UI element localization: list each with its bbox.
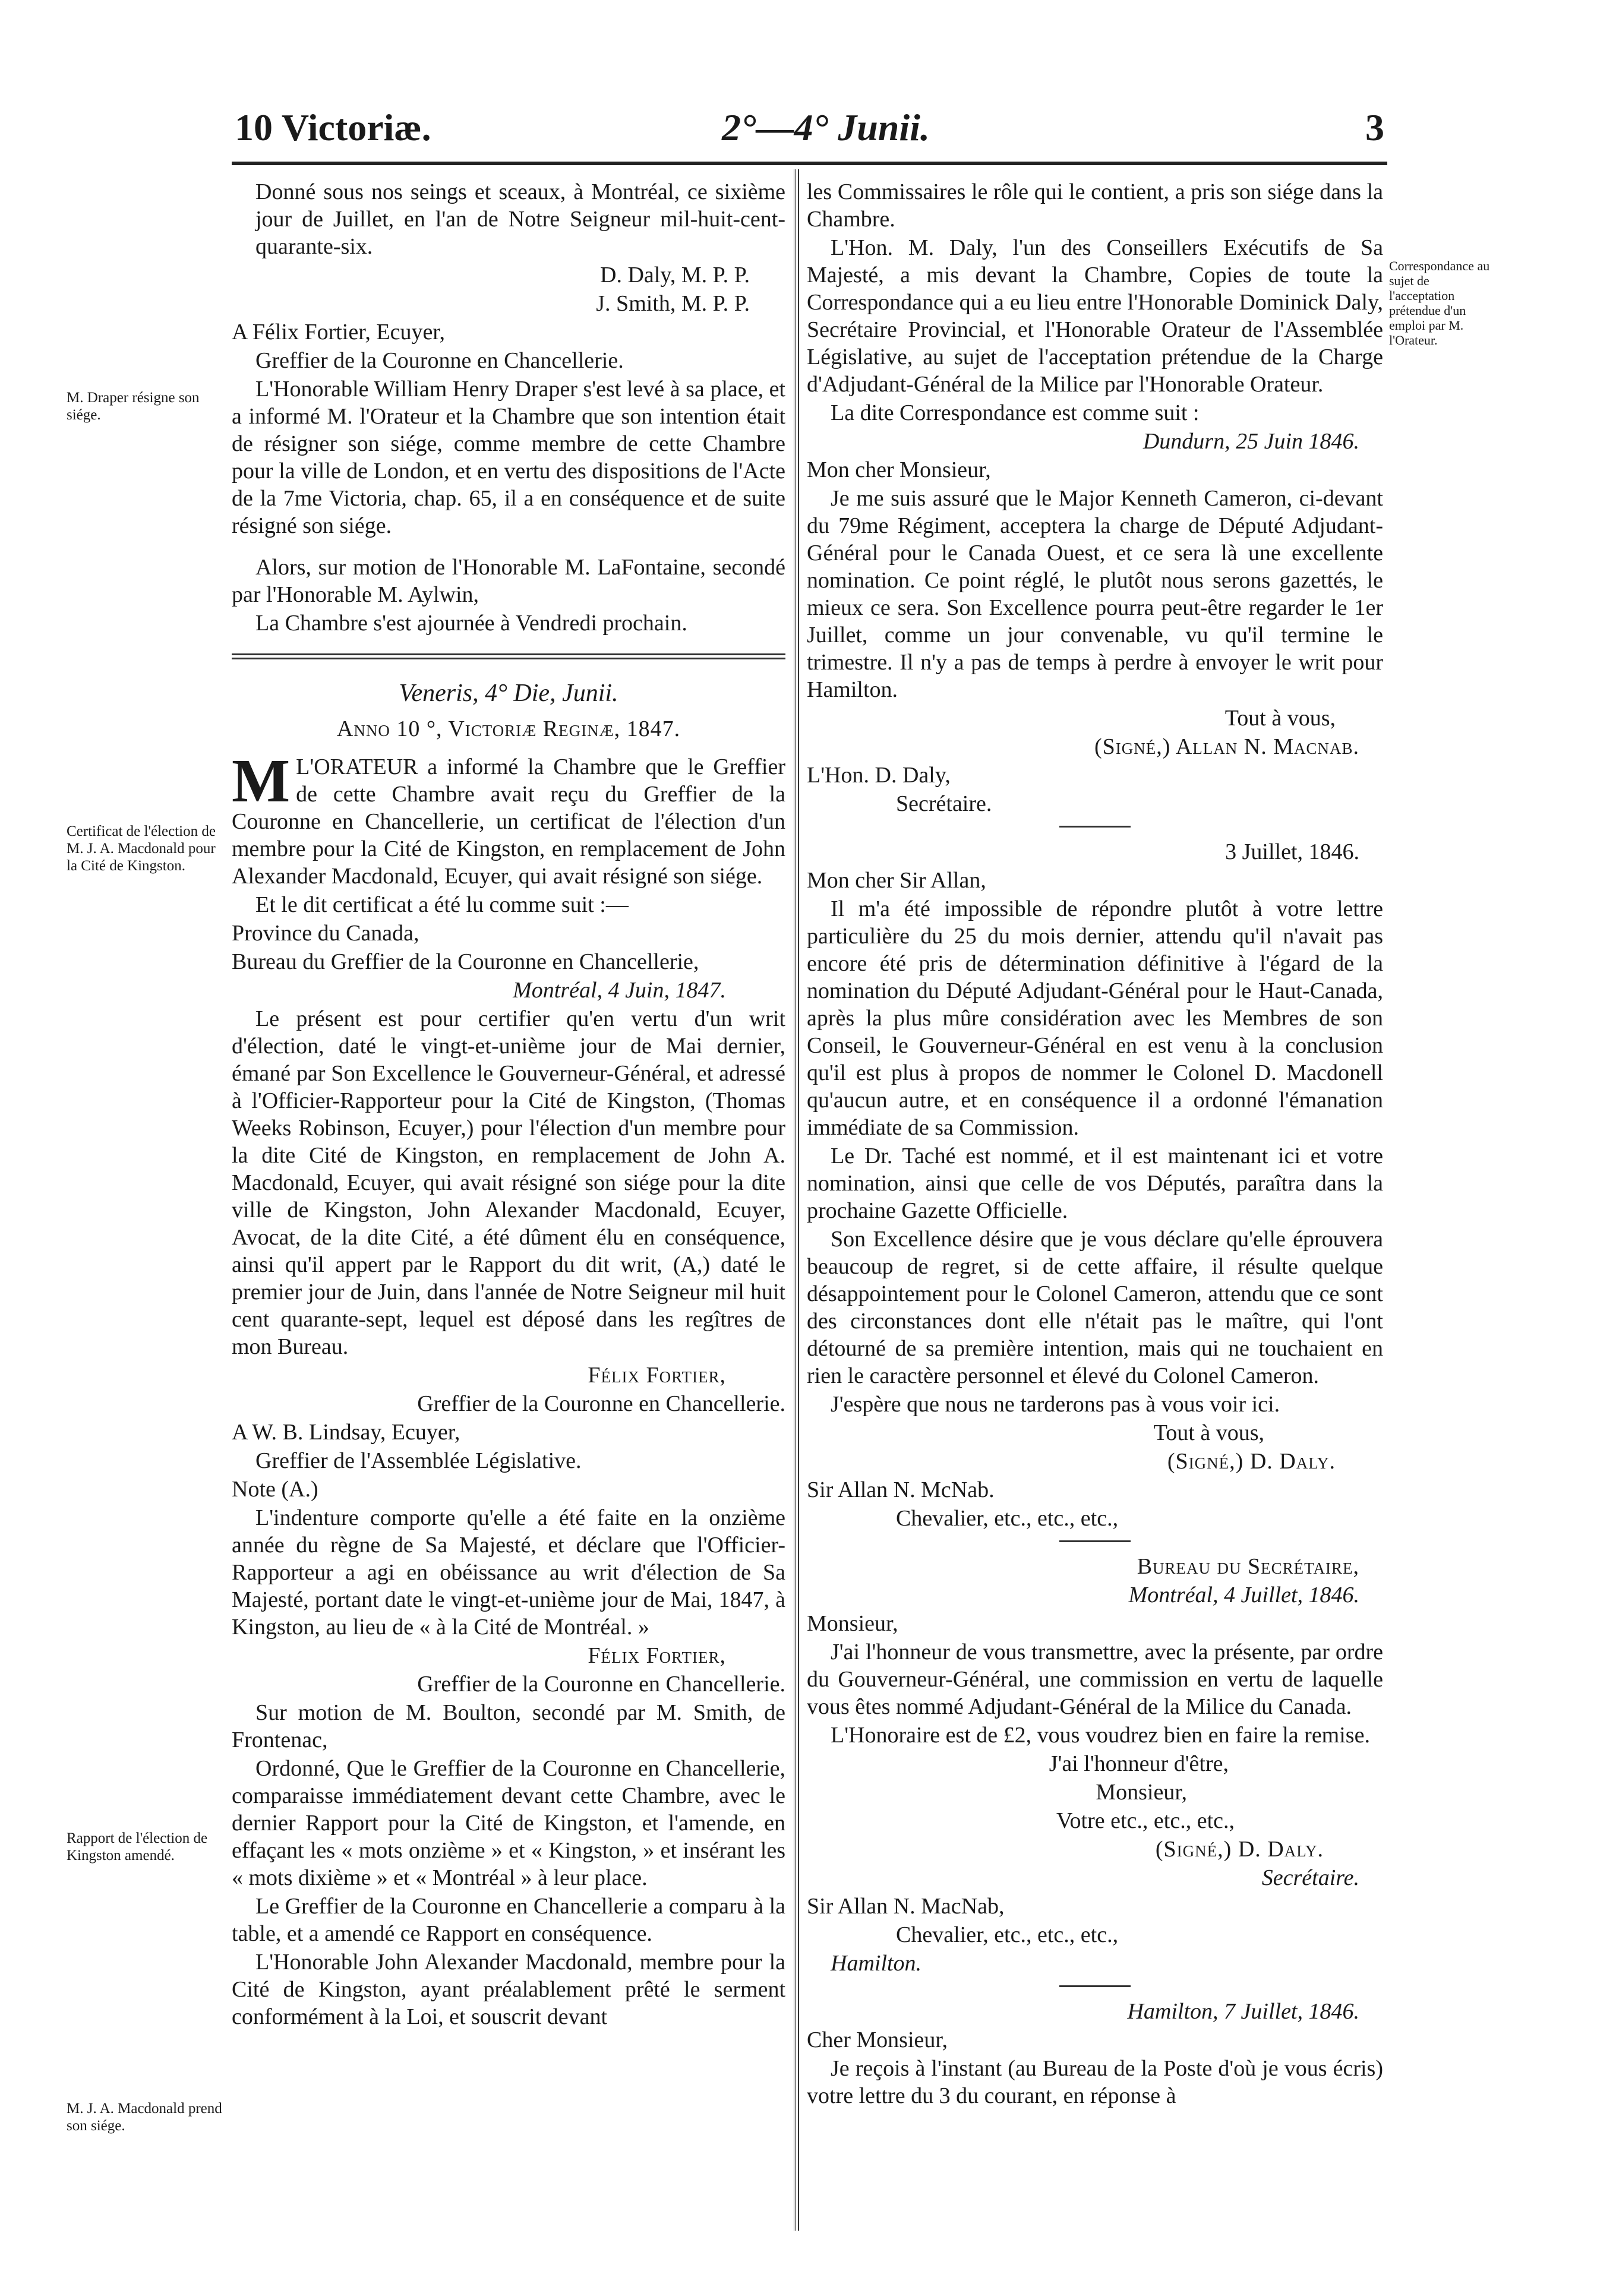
header-center: 2°—4° Junii.	[722, 106, 930, 149]
certificate-date: Montréal, 4 Juin, 1847.	[513, 978, 726, 1003]
letter3-date: Montréal, 4 Juillet, 1846.	[1128, 1583, 1359, 1607]
letter3-body-2: L'Honoraire est de £2, vous voudrez bien en faire la remise.	[831, 1723, 1370, 1748]
letter1-addressee: L'Hon. D. Daly,	[807, 763, 951, 788]
certificate-read: Et le dit certificat a été lu comme suit :—	[255, 892, 629, 917]
letter3-signature: (Signé,) D. Daly.	[1155, 1837, 1324, 1862]
adjournment: La Chambre s'est ajournée à Vendredi prochain.	[255, 611, 687, 636]
motion-boulton: Sur motion de M. Boulton, secondé par M. Smith, de Frontenac,	[232, 1700, 785, 1752]
column-divider	[794, 169, 799, 2231]
letter2-date: 3 Juillet, 1846.	[1225, 839, 1359, 864]
daly-correspondence: L'Hon. M. Daly, l'un des Conseillers Exécutifs de Sa Majesté, a mis devant la Chambre, Copies de toute la Correspondance qui a eu lieu entre l'Honorable Dominick Daly, Secrétaire Provincial, et l'Honorable Orateur de l'Assemblée Législative, au sujet de l'acceptation prétendue de la Charge d'Adjudant-Général de la Milice par l'Honorable Orateur.	[807, 235, 1383, 397]
letter-separator-3	[1059, 1985, 1131, 1987]
letter2-salutation: Mon cher Sir Allan,	[807, 868, 986, 893]
letter1-salutation: Mon cher Monsieur,	[807, 457, 991, 482]
correspondence-intro: La dite Correspondance est comme suit :	[831, 400, 1200, 425]
ordonne-paragraph: Ordonné, Que le Greffier de la Couronne en Chancellerie, comparaisse immédiatement devant cette Chambre, avec le dernier Rapport pour la Cité de Kingston, et l'amende, en effaçant les « mots onzième » et « Kingston, » et insérant les « mots dixième » et « Montréal » à leur place.	[232, 1756, 785, 1890]
letter3-bureau: Bureau du Secrétaire,	[1137, 1554, 1359, 1579]
signature-fortier-title-1: Greffier de la Couronne en Chancellerie.	[417, 1391, 785, 1416]
margin-note-draper: M. Draper résigne son siége.	[67, 390, 200, 423]
letter3-salutation: Monsieur,	[807, 1611, 898, 1636]
margin-note-correspondance: Correspondance au sujet de l'acceptation prétendue d'un emploi par M. l'Orateur.	[1389, 258, 1490, 348]
letter3-closing-2: Monsieur,	[1096, 1780, 1187, 1805]
page-number: 3	[1365, 106, 1384, 149]
margin-note-macdonald: M. J. A. Macdonald prend son siége.	[67, 2101, 222, 2134]
letter1-closing: Tout à vous,	[1224, 706, 1336, 731]
header-rule	[232, 162, 1387, 165]
letter2-body-4: J'espère que nous ne tarderons pas à vous voir ici.	[831, 1392, 1280, 1417]
letter1-signature: (Signé,) Allan N. Macnab.	[1094, 734, 1359, 759]
macdonald-oath: L'Honorable John Alexander Macdonald, membre pour la Cité de Kingston, ayant préalablement prêté le serment conformément à la Loi, et souscrit devant	[232, 1950, 785, 2029]
letter-separator-2	[1059, 1540, 1131, 1542]
signature-daly: D. Daly, M. P. P.	[600, 263, 750, 288]
addressee-title: Greffier de la Couronne en Chancellerie.	[255, 348, 624, 373]
commissioners-continued: les Commissaires le rôle qui le contient, a pris son siége dans la Chambre.	[807, 179, 1383, 232]
letter2-body-1: Il m'a été impossible de répondre plutôt à votre lettre particulière du 25 du mois dernier, attendu qu'il n'avait pas encore été pris de détermination définitive à l'égard de la nomination du Député Adjudant-Général pour le Haut-Canada, après la plus mûre considération avec les Membres de son Conseil, le Gouverneur-Général en est venu à la conclusion qu'il est plus à propos de nommer le Colonel D. Macdonell qu'aucun autre, et en conséquence il a ordonné l'émanation immédiate de sa Commission.	[807, 896, 1383, 1140]
header-left: 10 Victoriæ.	[235, 106, 431, 149]
letter2-body-2: Le Dr. Taché est nommé, et il est maintenant ici et votre nomination, ainsi que celle de vos Députés, paraîtra dans la prochaine Gazette Officielle.	[807, 1144, 1383, 1223]
given-under-seals: Donné sous nos seings et sceaux, à Montréal, ce sixième jour de Juillet, en l'an de Notre Seigneur mil-huit-cent-quarante-six.	[255, 179, 785, 259]
letter4-salutation: Cher Monsieur,	[807, 2027, 948, 2052]
greffier-amended: Le Greffier de la Couronne en Chancellerie a comparu à la table, et a amendé ce Rapport en conséquence.	[232, 1894, 785, 1946]
letter3-body-1: J'ai l'honneur de vous transmettre, avec la présente, par ordre du Gouverneur-Général, une commission en vertu de laquelle vous êtes nommé Adjudant-Général de la Milice du Canada.	[807, 1640, 1383, 1719]
letter-separator-1	[1059, 826, 1131, 828]
signature-smith: J. Smith, M. P. P.	[596, 291, 750, 316]
letter4-body: Je reçois à l'instant (au Bureau de la Poste d'où je vous écris) votre lettre du 3 du courant, en réponse à	[807, 2056, 1383, 2108]
right-column	[807, 178, 1383, 2111]
letter1-date: Dundurn, 25 Juin 1846.	[1142, 429, 1359, 454]
addressee-fortier: A Félix Fortier, Ecuyer,	[232, 320, 445, 345]
day-heading: Veneris, 4° Die, Junii.	[399, 680, 618, 707]
letter1-body: Je me suis assuré que le Major Kenneth Cameron, ci-devant du 79me Régiment, accepterа la charge de Député Adjudant-Général pour le Canada Ouest, et ce sera là une excellente nomination. Ce point réglé, le plutôt nous serons gazettés, le mieux ce sera. Son Excellence pourra peut-être regarder le 1er Juillet, comme un jour convenable, vu qu'il termine le trimestre. Il n'y a pas de temps à perdre à envoyer le writ pour Hamilton.	[807, 486, 1383, 702]
margin-note-certificat: Certificat de l'élection de M. J. A. Macdonald pour la Cité de Kingston.	[67, 823, 216, 874]
signature-fortier-1: Félix Fortier,	[588, 1363, 726, 1388]
indenture-paragraph: L'indenture comporte qu'elle a été faite en la onzième année du règne de Sa Majesté, et déclare que l'Officier-Rapporteur a agi en obéissance au writ d'élection de Sa Majesté, portant date le vingt-et-unième jour de Mai, 1847, à Kingston, au lieu de « à la Cité de Montréal. »	[232, 1505, 785, 1640]
signature-fortier-title-2: Greffier de la Couronne en Chancellerie.	[417, 1672, 785, 1697]
drop-cap: M	[232, 747, 291, 815]
section-separator	[232, 653, 785, 659]
letter3-addressee: Sir Allan N. MacNab,	[807, 1894, 1005, 1919]
letter2-body-3: Son Excellence désire que je vous déclare qu'elle éprouvera beaucoup de regret, si de cette affaire, il résulte quelque désappointement pour le Colonel Cameron, attendu que ce sont des circonstances dont elle n'était pas le maître, qui l'ont détourné de sa première intention, mais qui ne touchaient en rien le caractère personnel et élevé du Colonel Cameron.	[807, 1227, 1383, 1388]
letter4-date: Hamilton, 7 Juillet, 1846.	[1127, 1999, 1359, 2024]
letter2-addressee: Sir Allan N. McNab.	[807, 1477, 995, 1502]
letter2-closing: Tout à vous,	[1153, 1420, 1264, 1445]
signature-fortier-2: Félix Fortier,	[588, 1643, 726, 1668]
left-column	[232, 178, 785, 2032]
letter2-addressee-title: Chevalier, etc., etc., etc.,	[896, 1506, 1119, 1531]
addressee-lindsay: A W. B. Lindsay, Ecuyer,	[232, 1420, 460, 1445]
letter3-signature-title: Secrétaire.	[1261, 1865, 1359, 1890]
year-heading: Anno 10 °, Victoriæ Reginæ, 1847.	[336, 716, 681, 741]
motion-lafontaine: Alors, sur motion de l'Honorable M. LaFontaine, secondé par l'Honorable M. Aylwin,	[232, 555, 785, 607]
province: Province du Canada,	[232, 921, 419, 946]
draper-paragraph: L'Honorable William Henry Draper s'est levé à sa place, et a informé M. l'Orateur et la Chambre que son intention était de résigner son siége, comme membre de cette Chambre pour la ville de London, et en vertu des dispositions de l'Acte de la 7me Victoria, chap. 65, il a en conséquence et de suite résigné son siége.	[232, 377, 785, 538]
letter3-closing-3: Votre etc., etc., etc.,	[1056, 1808, 1235, 1833]
page-header	[235, 89, 1384, 154]
letter3-addressee-title: Chevalier, etc., etc., etc.,	[896, 1922, 1119, 1947]
bureau: Bureau du Greffier de la Couronne en Chancellerie,	[232, 949, 699, 974]
note-a: Note (A.)	[232, 1477, 318, 1502]
orateur-paragraph: M L'ORATEUR a informé la Chambre que le Greffier de cette Chambre avait reçu du Greffier de la Couronne en Chancellerie, un certificat de l'élection d'un membre pour la Cité de Kingston, en remplacement de John Alexander Macdonald, Ecuyer, qui avait résigné son siége.	[232, 747, 785, 889]
letter2-signature: (Signé,) D. Daly.	[1167, 1449, 1336, 1474]
letter1-addressee-title: Secrétaire.	[896, 791, 992, 816]
letter3-closing-1: J'ai l'honneur d'être,	[1049, 1751, 1229, 1776]
margin-note-rapport: Rapport de l'élection de Kingston amendé.	[67, 1830, 208, 1864]
letter3-addressee-place: Hamilton.	[831, 1951, 922, 1976]
certificate-body: Le présent est pour certifier qu'en vertu d'un writ d'élection, daté le vingt-et-unième jour de Mai dernier, émané par Son Excellence le Gouverneur-Général, et adressé à l'Officier-Rapporteur pour la Cité de Kingston, (Thomas Weeks Robinson, Ecuyer,) pour l'élection d'un membre pour la dite Cité de Kingston, en remplacement de John A. Macdonald, Ecuyer, qui avait résigné son siége pour la dite ville de Kingston, John Alexander Macdonald, Ecuyer, Avocat, de la dite Cité, a été dûment élu en conséquence, ainsi qu'il appert par le Rapport du dit writ, (A,) daté le premier jour de Juin, dans l'année de Notre Seigneur mil huit cent quarante-sept, lequel est déposé dans les regîtres de mon Bureau.	[232, 1006, 785, 1359]
lindsay-title: Greffier de l'Assemblée Législative.	[255, 1448, 582, 1473]
